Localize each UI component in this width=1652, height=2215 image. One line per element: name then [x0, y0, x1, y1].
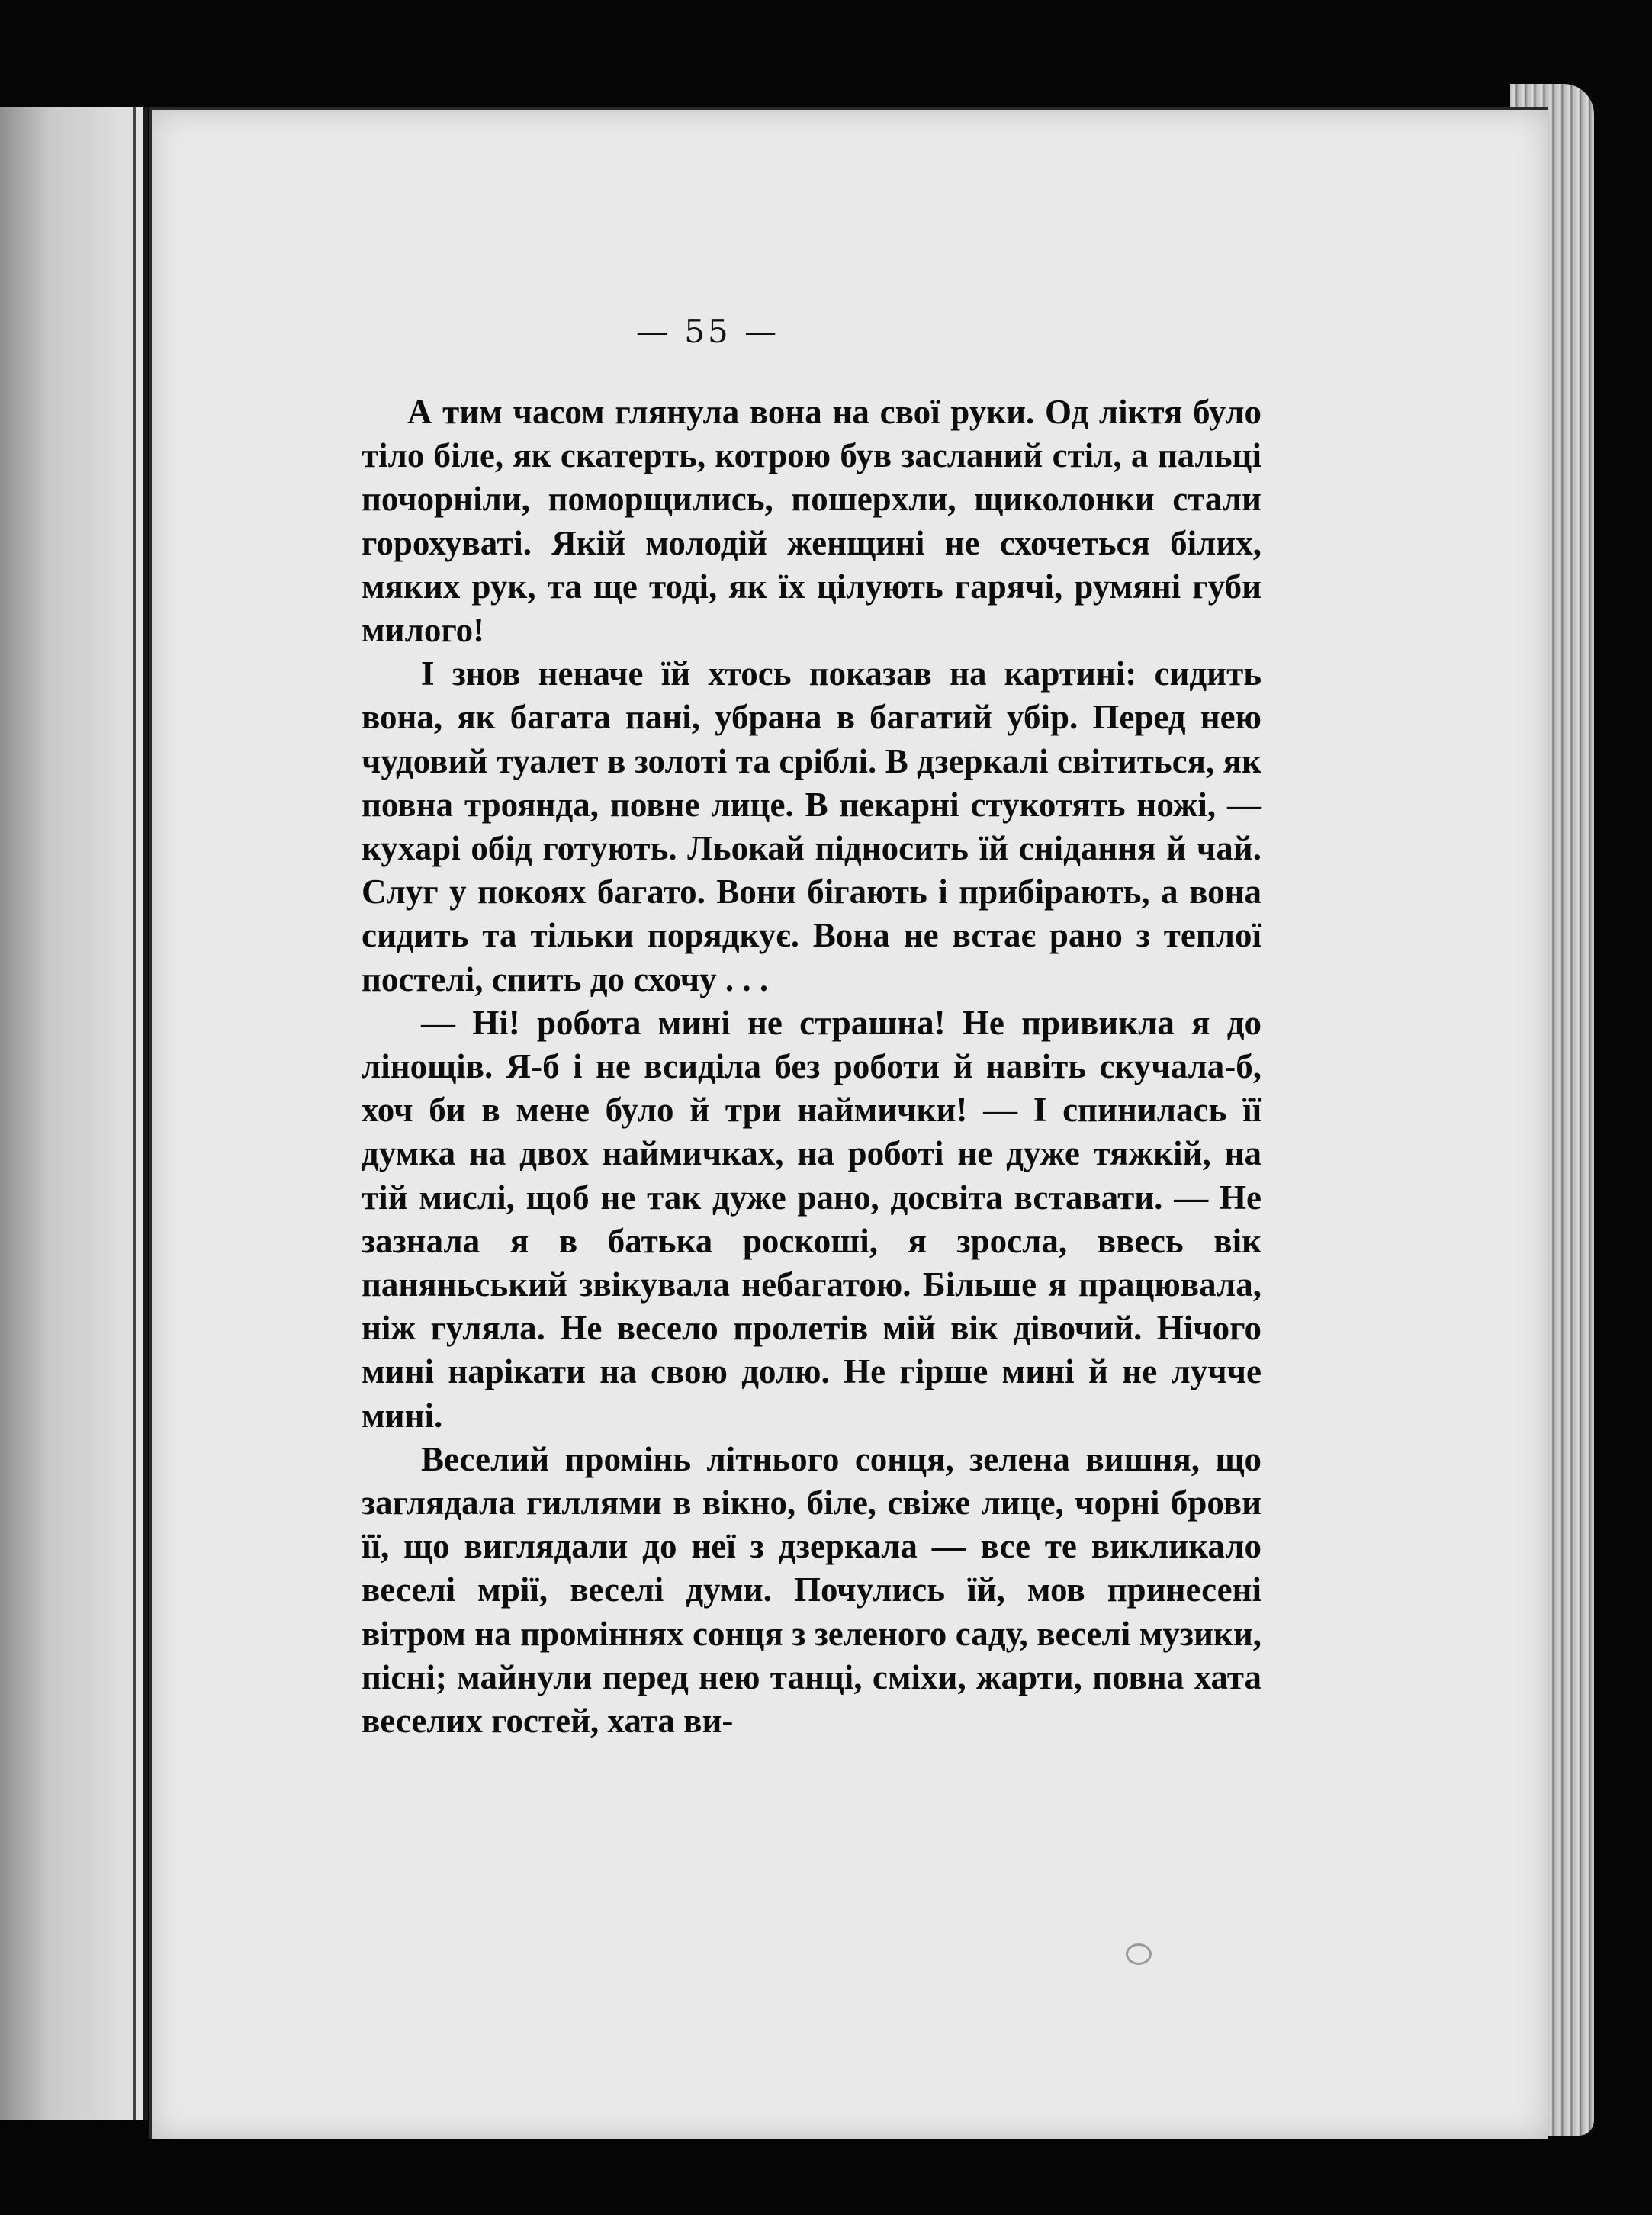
paragraph: Веселий промінь літнього сонця, зелена вишня, що заглядала гиллями в вікно, біле, свіже лице, чорні брови її, що виглядали до неї з дзеркала — все те викликало веселі мрії, веселі думи. Почулись їй, мов принесені вітром на проміннях сонця з зеленого саду, веселі музики, пісні; майнули перед нею танці, сміхи, жарти, повна хата веселих гостей, хата ви-	[362, 1439, 1261, 1741]
paragraph: І знов неначе їй хтось показав на картині: сидить вона, як багата пані, убрана в багатий убір. Перед нею чудовий туалет в золоті та сріблі. В дзеркалі світиться, як повна троянда, повне лице. В пекарні стукотять ножі, — кухарі обід готують. Льокай підносить їй снідання й чай. Слуг у покоях багато. Вони бігають і прибірають, а вона сидить та тільки порядкує. Вона не встає рано з теплої постелі, спить до схочу . . .	[362, 654, 1261, 998]
page-number: — 55 —	[635, 313, 780, 350]
paragraph: А тим часом глянула вона на свої руки. Од ліктя було тіло біле, як скатерть, котрою був засланий стіл, а пальці почорніли, поморщились, пошерхли, щиколонки стали горохуваті. Якій молодій женщині не схочеться білих, мяких рук, та ще тоді, як їх цілують гарячі, румяні губи милого!	[362, 393, 1261, 650]
facing-page-edge	[0, 107, 148, 2120]
paragraph: — Ні! робота мині не страшна! Не привикла я до лінощів. Я-б і не всиділа без роботи й навіть скучала-б, хоч би в мене було й три наймички! — І спинилась її думка на двох наймичках, на роботі не дуже тяжкій, на тій мислі, щоб не так дуже рано, досвіта вставати. — Не зазнала я в батька роскоші, я зросла, ввесь вік паняньський звікувала небагатою. Більше я працювала, ніж гуляла. Не весело пролетів мій вік дівочий. Нічого мині нарікати на свою долю. Не гірше мині й не лучче мині.	[362, 1003, 1261, 1435]
body-text	[362, 391, 1261, 1743]
paper-stain	[1126, 1943, 1152, 1965]
